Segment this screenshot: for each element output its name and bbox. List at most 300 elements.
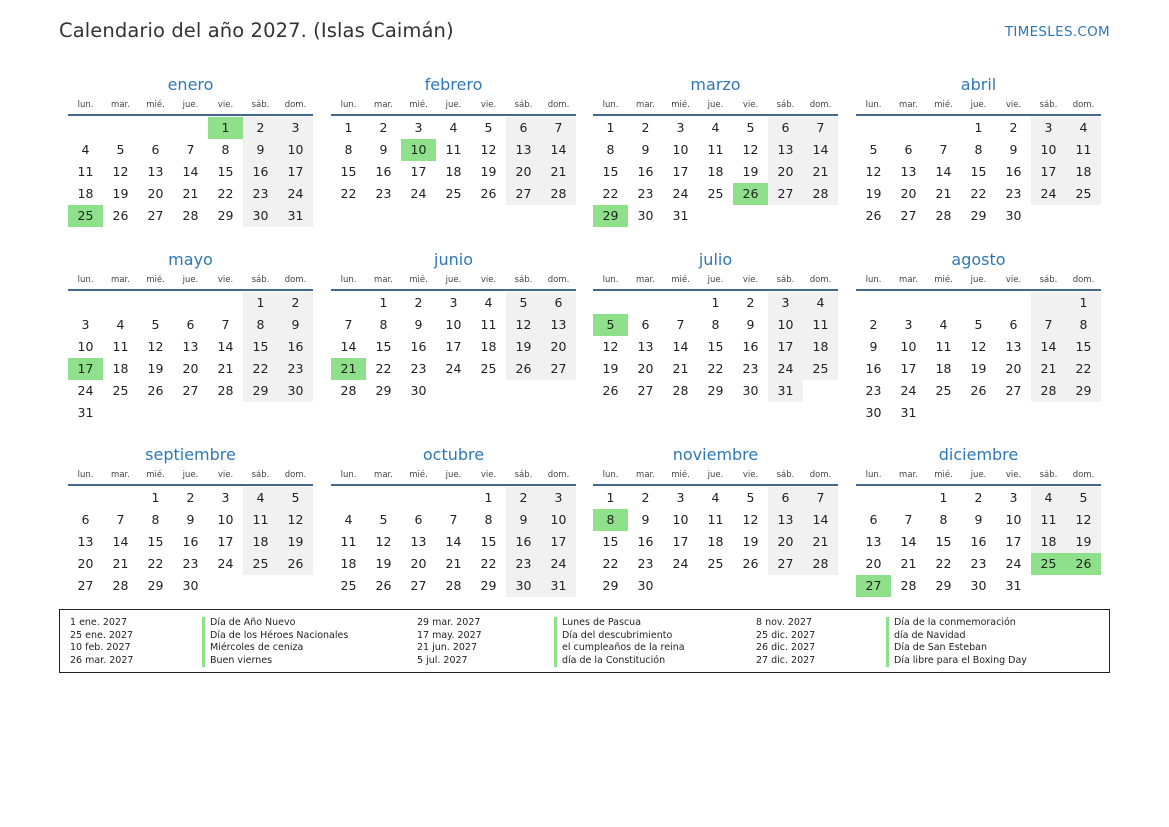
day-cell: 30 xyxy=(742,383,759,398)
day-cell: 24 xyxy=(1005,556,1022,571)
weekday-label: mié. xyxy=(146,275,165,285)
holiday-date: 21 jun. 2027 xyxy=(417,642,478,654)
day-cell: 3 xyxy=(449,295,458,310)
weekday-label: dom. xyxy=(284,275,307,285)
day-cell: 27 xyxy=(900,208,917,223)
day-cell: 23 xyxy=(637,186,654,201)
day-cell: 9 xyxy=(379,142,388,157)
weekday-label: lun. xyxy=(865,275,882,285)
day-cell: 24 xyxy=(672,556,689,571)
day-cell: 4 xyxy=(344,512,353,527)
day-cell-holiday: 29 xyxy=(593,205,628,227)
day-cell: 16 xyxy=(243,161,278,183)
day-cell-holiday: 8 xyxy=(593,509,628,531)
day-cell: 10 xyxy=(278,139,313,161)
day-empty xyxy=(208,292,243,314)
weekday-label: lun. xyxy=(77,100,94,110)
day-cell: 20 xyxy=(865,556,882,571)
weekday-header xyxy=(856,98,1101,116)
day-cell: 21 xyxy=(112,556,129,571)
day-cell: 23 xyxy=(1005,186,1022,201)
day-cell: 10 xyxy=(672,512,689,527)
day-cell: 6 xyxy=(869,512,878,527)
weekday-label: mié. xyxy=(146,100,165,110)
day-cell: 4 xyxy=(243,487,278,509)
weekday-label: sáb. xyxy=(776,100,795,110)
day-cell: 2 xyxy=(641,490,650,505)
weekday-label: mié. xyxy=(409,100,428,110)
day-empty xyxy=(436,487,471,509)
weekday-header xyxy=(856,273,1101,291)
day-empty xyxy=(891,487,926,509)
site-link[interactable]: TIMESLES.COM xyxy=(1004,24,1110,40)
day-cell: 15 xyxy=(935,534,952,549)
day-cell: 10 xyxy=(672,142,689,157)
day-cell: 27 xyxy=(1005,383,1022,398)
day-cell: 18 xyxy=(1031,531,1066,553)
weekday-label: lun. xyxy=(77,275,94,285)
day-cell: 15 xyxy=(243,336,278,358)
weekday-label: vie. xyxy=(217,275,234,285)
day-cell: 1 xyxy=(939,490,948,505)
day-cell: 14 xyxy=(672,339,689,354)
day-cell: 11 xyxy=(1066,139,1101,161)
weekday-header xyxy=(856,468,1101,486)
weekday-label: vie. xyxy=(742,470,759,480)
day-cell: 20 xyxy=(768,161,803,183)
day-cell: 9 xyxy=(243,139,278,161)
day-cell: 7 xyxy=(803,487,838,509)
day-cell: 22 xyxy=(707,361,724,376)
weekday-label: lun. xyxy=(865,100,882,110)
month-julio xyxy=(593,250,838,402)
day-cell: 20 xyxy=(410,556,427,571)
day-cell: 12 xyxy=(112,164,129,179)
day-cell: 17 xyxy=(541,531,576,553)
weekday-label: dom. xyxy=(1072,100,1095,110)
day-cell: 2 xyxy=(243,117,278,139)
day-cell: 29 xyxy=(707,383,724,398)
day-cell: 18 xyxy=(480,339,497,354)
day-cell: 8 xyxy=(484,512,493,527)
day-cell: 19 xyxy=(1066,531,1101,553)
day-cell: 2 xyxy=(506,487,541,509)
days-grid xyxy=(856,487,1101,597)
day-cell: 3 xyxy=(676,120,685,135)
day-cell: 26 xyxy=(742,556,759,571)
day-cell: 18 xyxy=(340,556,357,571)
weekday-label: sáb. xyxy=(1039,470,1058,480)
day-cell: 7 xyxy=(803,117,838,139)
day-empty xyxy=(1031,292,1066,314)
day-cell: 1 xyxy=(379,295,388,310)
day-cell: 11 xyxy=(480,317,497,332)
day-cell: 10 xyxy=(1005,512,1022,527)
weekday-label: mar. xyxy=(374,100,393,110)
day-cell: 17 xyxy=(1005,534,1022,549)
day-cell: 6 xyxy=(768,117,803,139)
weekday-label: dom. xyxy=(809,470,832,480)
month-diciembre xyxy=(856,445,1101,597)
day-cell: 23 xyxy=(278,358,313,380)
day-cell: 21 xyxy=(900,556,917,571)
day-cell: 3 xyxy=(768,292,803,314)
day-cell: 5 xyxy=(869,142,878,157)
day-cell: 7 xyxy=(449,512,458,527)
day-cell: 12 xyxy=(602,339,619,354)
day-cell: 30 xyxy=(1005,208,1022,223)
day-cell: 4 xyxy=(1031,487,1066,509)
weekday-label: vie. xyxy=(217,470,234,480)
day-cell: 29 xyxy=(935,578,952,593)
day-cell: 10 xyxy=(445,317,462,332)
day-cell: 12 xyxy=(742,512,759,527)
day-cell: 28 xyxy=(935,208,952,223)
weekday-label: mié. xyxy=(409,275,428,285)
weekday-label: jue. xyxy=(707,100,724,110)
days-grid xyxy=(68,487,313,597)
day-cell: 27 xyxy=(541,358,576,380)
day-empty xyxy=(103,117,138,139)
day-empty xyxy=(926,292,961,314)
month-name: julio xyxy=(698,250,733,269)
day-cell: 29 xyxy=(970,208,987,223)
weekday-label: sáb. xyxy=(514,470,533,480)
day-cell: 22 xyxy=(602,556,619,571)
weekday-label: dom. xyxy=(1072,275,1095,285)
day-cell: 30 xyxy=(506,575,541,597)
weekday-label: vie. xyxy=(480,100,497,110)
day-cell: 12 xyxy=(1066,509,1101,531)
day-cell: 4 xyxy=(1066,117,1101,139)
holiday-name: Día libre para el Boxing Day xyxy=(894,654,1027,666)
day-cell: 18 xyxy=(445,164,462,179)
weekday-label: vie. xyxy=(1005,275,1022,285)
day-cell: 23 xyxy=(506,553,541,575)
day-cell: 4 xyxy=(939,317,948,332)
day-cell: 17 xyxy=(410,164,427,179)
day-cell: 14 xyxy=(541,139,576,161)
day-cell: 22 xyxy=(243,358,278,380)
day-cell: 16 xyxy=(865,361,882,376)
day-cell: 16 xyxy=(506,531,541,553)
day-cell: 26 xyxy=(865,208,882,223)
day-cell: 16 xyxy=(182,534,199,549)
day-cell: 23 xyxy=(970,556,987,571)
day-cell: 30 xyxy=(182,578,199,593)
holiday-dates-col-1 xyxy=(70,617,133,667)
day-cell: 18 xyxy=(707,164,724,179)
day-cell: 2 xyxy=(746,295,755,310)
day-cell: 28 xyxy=(900,578,917,593)
weekday-label: vie. xyxy=(742,100,759,110)
day-cell: 14 xyxy=(1031,336,1066,358)
day-cell: 4 xyxy=(449,120,458,135)
day-cell: 5 xyxy=(1066,487,1101,509)
weekday-label: lun. xyxy=(77,470,94,480)
day-cell: 1 xyxy=(484,490,493,505)
day-cell: 28 xyxy=(182,208,199,223)
day-cell: 31 xyxy=(768,380,803,402)
weekday-label: mar. xyxy=(374,470,393,480)
weekday-header xyxy=(68,468,313,486)
holiday-name: Día de San Esteban xyxy=(894,642,987,654)
holiday-name: Buen viernes xyxy=(210,654,273,666)
day-cell: 11 xyxy=(803,314,838,336)
day-cell: 21 xyxy=(803,161,838,183)
day-empty xyxy=(628,292,663,314)
day-cell: 18 xyxy=(77,186,94,201)
weekday-header xyxy=(593,98,838,116)
weekday-label: dom. xyxy=(284,470,307,480)
weekday-label: sáb. xyxy=(1039,100,1058,110)
day-cell: 6 xyxy=(1009,317,1018,332)
day-cell: 9 xyxy=(414,317,423,332)
day-cell: 14 xyxy=(935,164,952,179)
day-cell: 30 xyxy=(278,380,313,402)
holiday-date: 29 mar. 2027 xyxy=(417,617,481,628)
holiday-dates-col-2 xyxy=(417,617,482,667)
day-cell: 5 xyxy=(151,317,160,332)
day-cell: 2 xyxy=(278,292,313,314)
day-cell: 23 xyxy=(410,361,427,376)
day-cell-holiday: 26 xyxy=(1066,553,1101,575)
day-cell-holiday: 5 xyxy=(593,314,628,336)
day-cell: 27 xyxy=(506,183,541,205)
day-cell: 3 xyxy=(414,120,423,135)
day-cell: 13 xyxy=(147,164,164,179)
day-cell: 25 xyxy=(935,383,952,398)
weekday-header xyxy=(331,468,576,486)
month-agosto xyxy=(856,250,1101,424)
day-cell: 25 xyxy=(803,358,838,380)
month-name: abril xyxy=(960,75,997,94)
day-cell: 19 xyxy=(278,531,313,553)
day-cell: 8 xyxy=(711,317,720,332)
day-empty xyxy=(663,292,698,314)
day-cell: 28 xyxy=(112,578,129,593)
day-cell: 13 xyxy=(506,139,541,161)
day-cell: 23 xyxy=(375,186,392,201)
day-cell: 7 xyxy=(221,317,230,332)
holiday-name: Día de Año Nuevo xyxy=(210,617,296,628)
day-cell: 20 xyxy=(900,186,917,201)
day-cell: 7 xyxy=(344,317,353,332)
day-cell: 8 xyxy=(939,512,948,527)
day-cell: 17 xyxy=(1031,161,1066,183)
day-cell: 5 xyxy=(974,317,983,332)
day-cell: 7 xyxy=(939,142,948,157)
day-cell: 2 xyxy=(641,120,650,135)
day-cell: 5 xyxy=(746,120,755,135)
day-cell: 13 xyxy=(768,509,803,531)
day-cell: 15 xyxy=(970,164,987,179)
weekday-label: mié. xyxy=(671,470,690,480)
day-cell: 1 xyxy=(974,120,983,135)
holiday-name: Lunes de Pascua xyxy=(562,617,642,628)
day-cell: 22 xyxy=(147,556,164,571)
day-cell: 8 xyxy=(243,314,278,336)
day-cell: 11 xyxy=(707,512,724,527)
day-cell: 6 xyxy=(414,512,423,527)
day-cell: 7 xyxy=(1031,314,1066,336)
day-cell: 3 xyxy=(541,487,576,509)
day-cell: 10 xyxy=(900,339,917,354)
weekday-label: mar. xyxy=(111,275,130,285)
days-grid xyxy=(68,292,313,424)
day-cell-holiday: 26 xyxy=(733,183,768,205)
day-cell: 27 xyxy=(77,578,94,593)
day-cell: 12 xyxy=(278,509,313,531)
day-cell: 13 xyxy=(1005,339,1022,354)
day-cell: 5 xyxy=(278,487,313,509)
day-cell: 26 xyxy=(278,553,313,575)
day-cell: 1 xyxy=(1066,292,1101,314)
day-cell: 17 xyxy=(900,361,917,376)
month-noviembre xyxy=(593,445,838,597)
day-cell: 22 xyxy=(480,556,497,571)
day-cell: 6 xyxy=(541,292,576,314)
day-cell: 22 xyxy=(970,186,987,201)
day-cell: 12 xyxy=(970,339,987,354)
weekday-label: lun. xyxy=(602,275,619,285)
day-empty xyxy=(856,117,891,139)
day-cell: 7 xyxy=(116,512,125,527)
day-cell: 1 xyxy=(606,120,615,135)
day-cell: 25 xyxy=(707,556,724,571)
month-name: noviembre xyxy=(672,445,759,464)
day-cell: 9 xyxy=(641,512,650,527)
day-cell: 12 xyxy=(480,142,497,157)
day-cell: 19 xyxy=(742,534,759,549)
weekday-label: mar. xyxy=(899,470,918,480)
day-cell: 25 xyxy=(445,186,462,201)
day-cell: 28 xyxy=(445,578,462,593)
day-cell: 27 xyxy=(147,208,164,223)
day-cell: 17 xyxy=(768,336,803,358)
day-cell: 26 xyxy=(112,208,129,223)
day-cell: 11 xyxy=(935,339,952,354)
day-cell: 24 xyxy=(768,358,803,380)
weekday-header xyxy=(593,468,838,486)
day-cell: 29 xyxy=(147,578,164,593)
day-empty xyxy=(891,292,926,314)
day-cell: 7 xyxy=(676,317,685,332)
day-cell: 17 xyxy=(445,339,462,354)
day-cell: 24 xyxy=(672,186,689,201)
day-cell: 3 xyxy=(676,490,685,505)
day-cell: 9 xyxy=(186,512,195,527)
month-junio xyxy=(331,250,576,402)
day-cell: 15 xyxy=(1066,336,1101,358)
day-cell: 11 xyxy=(1031,509,1066,531)
day-cell: 8 xyxy=(974,142,983,157)
day-cell: 3 xyxy=(278,117,313,139)
day-cell: 16 xyxy=(742,339,759,354)
day-empty xyxy=(68,487,103,509)
day-cell: 8 xyxy=(1066,314,1101,336)
holiday-legend xyxy=(59,609,1110,673)
day-cell: 21 xyxy=(541,161,576,183)
day-cell: 23 xyxy=(182,556,199,571)
day-cell: 11 xyxy=(112,339,129,354)
day-cell: 6 xyxy=(641,317,650,332)
day-cell: 16 xyxy=(637,534,654,549)
month-name: febrero xyxy=(424,75,483,94)
day-cell: 16 xyxy=(278,336,313,358)
day-cell: 13 xyxy=(768,139,803,161)
day-cell: 6 xyxy=(904,142,913,157)
days-grid xyxy=(331,117,576,205)
holiday-names-col-2 xyxy=(554,617,685,667)
day-cell: 31 xyxy=(1005,578,1022,593)
holiday-date: 5 jul. 2027 xyxy=(417,654,468,666)
holiday-date: 17 may. 2027 xyxy=(417,629,482,641)
day-empty xyxy=(331,487,366,509)
day-cell: 15 xyxy=(217,164,234,179)
day-cell: 15 xyxy=(480,534,497,549)
day-cell: 15 xyxy=(340,164,357,179)
day-cell: 7 xyxy=(186,142,195,157)
day-cell: 8 xyxy=(151,512,160,527)
day-cell: 31 xyxy=(278,205,313,227)
weekday-label: vie. xyxy=(1005,100,1022,110)
weekday-label: sáb. xyxy=(514,100,533,110)
month-name: octubre xyxy=(422,445,485,464)
weekday-label: jue. xyxy=(970,100,987,110)
weekday-label: vie. xyxy=(1005,470,1022,480)
day-cell: 26 xyxy=(602,383,619,398)
day-cell: 5 xyxy=(506,292,541,314)
day-cell: 29 xyxy=(480,578,497,593)
holiday-date: 26 dic. 2027 xyxy=(756,642,816,654)
weekday-label: dom. xyxy=(547,470,570,480)
day-cell: 22 xyxy=(602,186,619,201)
day-empty xyxy=(961,292,996,314)
day-cell: 1 xyxy=(711,295,720,310)
day-cell: 18 xyxy=(707,534,724,549)
day-cell: 16 xyxy=(375,164,392,179)
day-cell: 6 xyxy=(506,117,541,139)
day-cell: 13 xyxy=(637,339,654,354)
day-cell: 17 xyxy=(278,161,313,183)
weekday-header xyxy=(331,273,576,291)
day-cell: 30 xyxy=(970,578,987,593)
weekday-label: mar. xyxy=(636,100,655,110)
day-cell: 28 xyxy=(1031,380,1066,402)
day-cell: 18 xyxy=(112,361,129,376)
day-cell: 22 xyxy=(375,361,392,376)
weekday-label: vie. xyxy=(480,470,497,480)
weekday-label: sáb. xyxy=(776,470,795,480)
day-cell: 2 xyxy=(869,317,878,332)
day-cell: 27 xyxy=(182,383,199,398)
holiday-name: día de Navidad xyxy=(894,629,966,641)
weekday-label: vie. xyxy=(480,275,497,285)
weekday-label: lun. xyxy=(340,100,357,110)
month-mayo xyxy=(68,250,313,424)
day-empty xyxy=(926,117,961,139)
day-cell: 19 xyxy=(602,361,619,376)
day-cell: 15 xyxy=(707,339,724,354)
day-cell-holiday: 17 xyxy=(68,358,103,380)
weekday-label: jue. xyxy=(445,275,462,285)
weekday-label: mié. xyxy=(671,100,690,110)
month-marzo xyxy=(593,75,838,227)
day-cell: 25 xyxy=(480,361,497,376)
weekday-label: lun. xyxy=(340,470,357,480)
day-cell: 20 xyxy=(77,556,94,571)
